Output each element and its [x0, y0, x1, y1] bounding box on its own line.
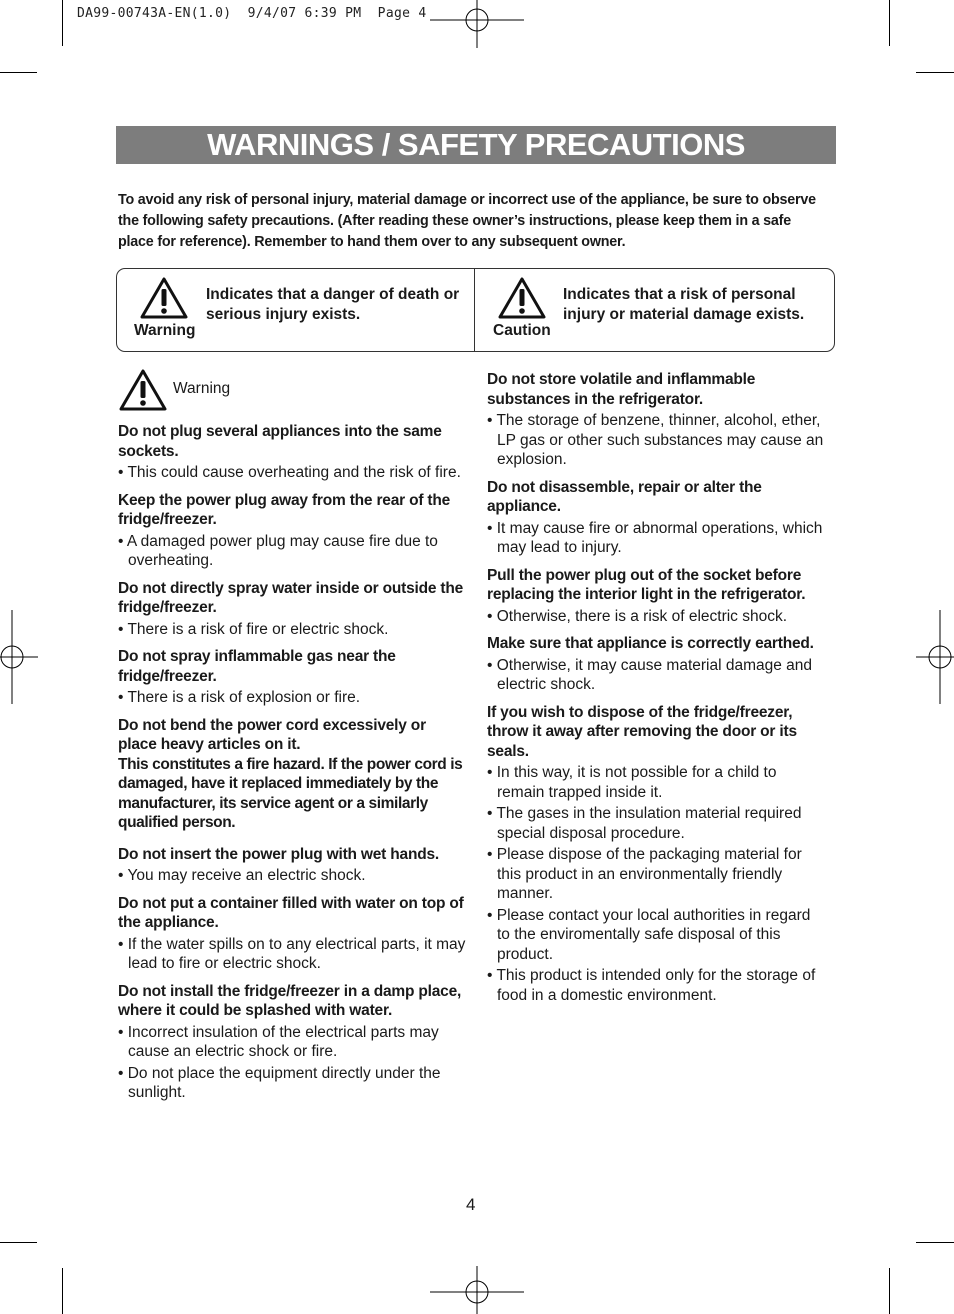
warning-triangle-icon: [139, 276, 189, 320]
precaution-bullet: • This could cause overheating and the risk of fire.: [118, 464, 461, 481]
precaution-item: [118, 422, 466, 483]
precaution-bullet: • You may receive an electric shock.: [118, 867, 366, 884]
precaution-title: Do not spray inflammable gas near the fridge/freezer.: [118, 648, 396, 685]
precaution-item: [118, 579, 466, 640]
right-column: [487, 370, 827, 1013]
precaution-bullet: • Incorrect insulation of the electrical parts may cause an electric shock or fire.: [118, 1023, 439, 1060]
legend-caution: [475, 269, 835, 351]
precaution-item: [487, 566, 827, 627]
precaution-bullet: • A damaged power plug may cause fire due to overheating.: [118, 532, 438, 569]
precaution-item: [118, 647, 466, 708]
legend-box: [116, 268, 835, 352]
crop-mark: [0, 1242, 37, 1243]
legend-warning-text: Indicates that a danger of death or serious injury exists.: [206, 286, 460, 323]
precaution-title: Do not directly spray water inside or outside the fridge/freezer.: [118, 579, 464, 616]
crop-mark: [0, 72, 37, 73]
precaution-title: If you wish to dispose of the fridge/freezer, throw it away after removing the door or its seals.: [487, 703, 797, 760]
legend-caution-label: Caution: [493, 322, 551, 339]
page-title: WARNINGS / SAFETY PRECAUTIONS: [207, 127, 745, 162]
registration-mark-icon: [430, 1266, 524, 1314]
precaution-item: [118, 982, 466, 1103]
precaution-item: [487, 370, 827, 470]
precaution-title: Do not disassemble, repair or alter the appliance.: [487, 478, 762, 515]
crop-mark: [889, 0, 890, 46]
precaution-bullet: • Please contact your local authorities in regard to the enviromentally safe disposal of this product.: [487, 906, 811, 963]
precaution-bullet: • Otherwise, there is a risk of electric shock.: [487, 607, 788, 625]
precaution-item: [118, 894, 466, 974]
precaution-item: [487, 478, 827, 558]
precaution-bullet: • Otherwise, it may cause material damage and electric shock.: [487, 656, 813, 693]
precaution-title: Do not bend the power cord excessively or place heavy articles on it.: [118, 716, 426, 753]
precaution-item: [118, 716, 466, 833]
registration-mark-icon: [916, 610, 954, 704]
precaution-title: Do not insert the power plug with wet hands.: [118, 845, 440, 863]
crop-mark: [889, 1268, 890, 1314]
registration-mark-icon: [430, 0, 524, 48]
warning-triangle-icon: [497, 276, 547, 320]
precaution-item: [487, 634, 827, 695]
section-heading: [118, 368, 466, 414]
precaution-bullet: • This product is intended only for the storage of food in a domestic environment.: [487, 967, 816, 1004]
intro-paragraph: To avoid any risk of personal injury, material damage or incorrect use of the appliance, be sure to observe the following safety precautions. (After reading these owner’s instructions, please keep them in a safe place for reference). Remember to hand them over to any subsequent owner.: [118, 192, 816, 250]
precaution-bullet: • Do not place the equipment directly under the sunlight.: [118, 1064, 441, 1101]
precaution-title: Do not put a container filled with water on top of the appliance.: [118, 894, 464, 931]
crop-mark: [62, 0, 63, 46]
precaution-title: Pull the power plug out of the socket before replacing the interior light in the refrigerator.: [487, 566, 806, 603]
left-column: [118, 368, 466, 1111]
precaution-item: [487, 703, 827, 1006]
warning-triangle-icon: [118, 368, 168, 412]
precaution-bullet: • In this way, it is not possible for a child to remain trapped inside it.: [487, 764, 777, 801]
precaution-title: Make sure that appliance is correctly earthed.: [487, 635, 814, 652]
registration-mark-icon: [0, 610, 38, 704]
page-number: 4: [466, 1195, 476, 1214]
precaution-bullet: • If the water spills on to any electrical parts, it may lead to fire or electric shock.: [118, 935, 466, 972]
section-heading-label: Warning: [173, 380, 231, 397]
precaution-title: Do not install the fridge/freezer in a damp place, where it could be splashed with water.: [118, 982, 462, 1019]
precaution-bullet: • The gases in the insulation material required special disposal procedure.: [487, 805, 802, 842]
crop-mark: [62, 1268, 63, 1314]
precaution-bullet: • The storage of benzene, thinner, alcohol, ether, LP gas or other such substances may cause an explosion.: [487, 412, 824, 468]
precaution-title: Do not store volatile and inflammable substances in the refrigerator.: [487, 371, 756, 408]
crop-mark: [916, 1242, 954, 1243]
legend-warning: [117, 269, 474, 351]
precaution-item: [118, 845, 466, 886]
title-bar: [116, 126, 836, 164]
legend-warning-label: Warning: [134, 322, 196, 339]
precaution-item: [118, 491, 466, 571]
precaution-note: This constitutes a fire hazard. If the power cord is damaged, have it replaced immediately by the manufacturer, its service agent or a similarly qualified person.: [118, 755, 463, 831]
precaution-title: Keep the power plug away from the rear of the fridge/freezer.: [118, 491, 451, 528]
precaution-bullet: • There is a risk of explosion or fire.: [118, 689, 361, 706]
precaution-title: Do not plug several appliances into the same sockets.: [118, 423, 442, 460]
print-slug: DA99-00743A-EN(1.0) 9/4/07 6:39 PM Page 4: [77, 6, 427, 21]
precaution-bullet: • It may cause fire or abnormal operations, which may lead to injury.: [487, 519, 823, 556]
precaution-bullet: • Please dispose of the packaging material for this product in an environmentally friendly manner.: [487, 846, 802, 902]
precaution-bullet: • There is a risk of fire or electric shock.: [118, 620, 389, 638]
crop-mark: [916, 72, 954, 73]
legend-caution-text: Indicates that a risk of personal injury or material damage exists.: [563, 286, 805, 323]
